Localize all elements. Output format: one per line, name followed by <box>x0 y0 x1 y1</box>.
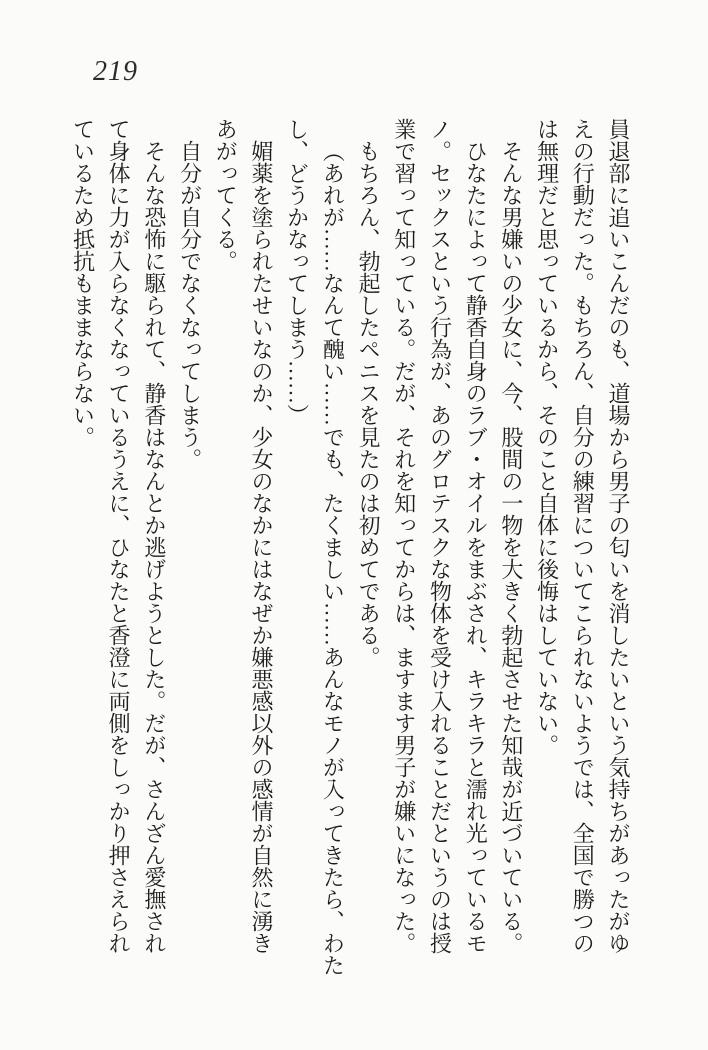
text-column: 媚薬を塗られたせいなのか、少女のなかにはなぜか嫌悪感以外の感情が自然に湧き <box>248 140 274 954</box>
page-number: 219 <box>93 56 138 87</box>
text-column: て身体に力が入らなくなっているうえに、ひなたと香澄に両側をしっかり押さえられ <box>106 118 132 954</box>
text-column: あがってくる。 <box>213 118 239 272</box>
text-column: 自分が自分でなくなってしまう。 <box>177 140 203 470</box>
text-column: 業で習って知っている。だが、それを知ってからは、ますます男子が嫌いになった。 <box>391 118 417 954</box>
text-column: ノ。セックスという行為が、あのグロテスクな物体を受け入れることだというのは授 <box>427 118 453 954</box>
text-column: 員退部に追いこんだのも、道場から男子の匂いを消したいという気持ちがあったがゆ <box>606 118 631 954</box>
text-column: は無理だと思っているから、そのこと自体に後悔はしていない。 <box>534 118 560 756</box>
text-column: ているため抵抗もままならない。 <box>70 118 96 448</box>
text-column: もちろん、勃起したペニスを見たのは初めてである。 <box>356 140 382 668</box>
text-column: ひなたによって静香自身のラブ・オイルをまぶされ、キラキラと濡れ光っているモ <box>463 140 489 954</box>
text-column: そんな男嫌いの少女に、今、股間の一物を大きく勃起させた知哉が近づいている。 <box>498 140 524 954</box>
text-column: （あれが……なんて醜い……でも、たくましい……あんなモノが入ってきたら、わた <box>320 140 346 976</box>
text-column: そんな恐怖に駆られて、静香はなんとか逃げようとした。だが、さんざん愛撫され <box>141 140 167 954</box>
vertical-text-block <box>65 118 636 976</box>
text-column: えの行動だった。もちろん、自分の練習についてこられないようでは、全国で勝つの <box>570 118 596 954</box>
text-column: し、どうかなってしまう……） <box>284 118 310 426</box>
